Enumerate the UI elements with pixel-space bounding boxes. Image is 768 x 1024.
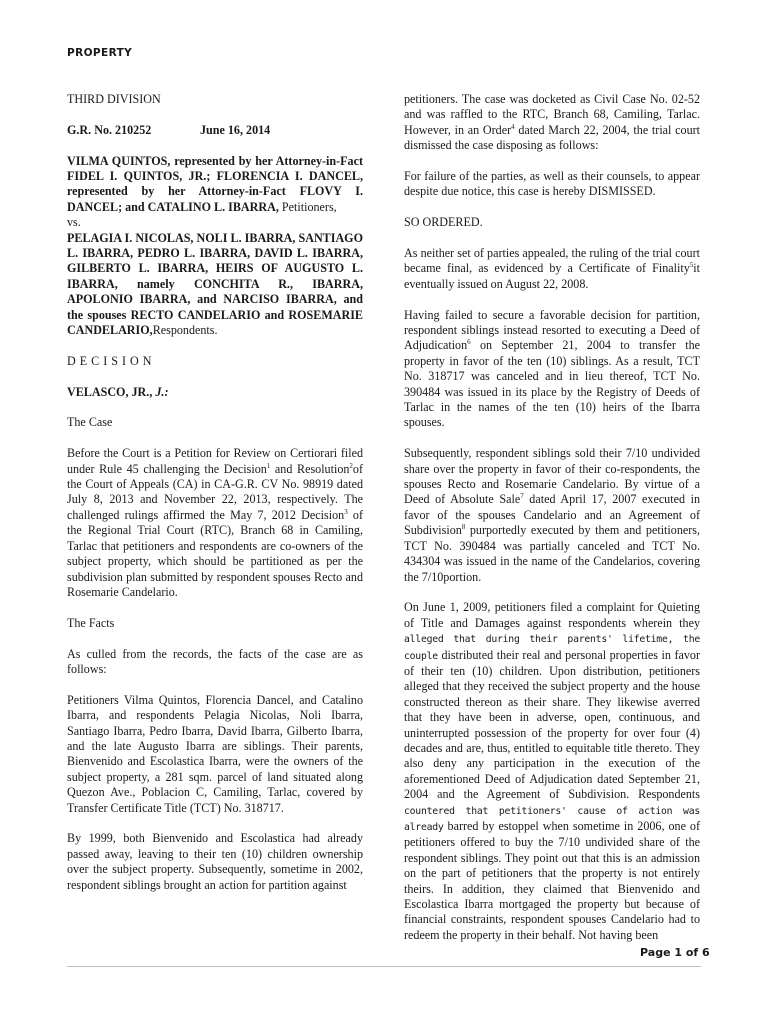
text-run: barred by estoppel when sometime in 2006, one of petitioners offered to buy the 7/10 undivided share of the respondent siblings. They point out that this is an admission on the part of petitioners that the property is not entirely theirs. In addition, they claimed that Bienvenido and Escolastica Ibarra mortgaged the property but because of financial constraints, respondent spouses Candelario had to redeem the property in their behalf. Not having been	[404, 819, 700, 942]
footnote-ref-8: 8	[461, 523, 466, 532]
quoted-disposition: For failure of the parties, as well as their counsels, to appear despite due notice, this case is hereby DISMISSED.	[404, 169, 700, 199]
section-heading-case: The Case	[67, 415, 113, 430]
footnote-ref-1: 1	[266, 461, 271, 470]
paragraph-7	[404, 600, 700, 943]
footnote-ref-5: 5	[689, 261, 694, 270]
footnote-ref-4: 4	[511, 122, 515, 131]
footer-rule	[67, 966, 701, 967]
footnote-ref-2: 2	[349, 461, 353, 470]
text-run: Having failed to secure a favorable decision for partition, respondent siblings instead resorted to executing a Deed of Adjudication	[404, 307, 700, 353]
case-parties	[67, 154, 363, 339]
text-run: it eventually issued on August 22, 2008.	[404, 261, 700, 291]
respondents-block	[67, 231, 363, 339]
document-header: PROPERTY	[67, 47, 133, 59]
footnote-ref-3: 3	[344, 507, 348, 516]
text-run: on September 21, 2004 to transfer the property in favor of the ten (10) siblings. As a result, TCT No. 318717 was canceled and in lieu thereof, TCT No. 390484 was issued in its place by the Registry of Deeds of Tarlac in the names of the ten (10) heirs of the Ibarra spouses.	[404, 338, 700, 430]
respondents-label: Respondents.	[152, 323, 218, 338]
decision-heading: DECISION	[67, 353, 156, 368]
text-run-mono: countered that petitioners' cause of action was already	[404, 805, 700, 833]
text-run: petitioners. The case was docketed as Civil Case No. 02-52 and was raffled to the RTC, Branch 68, Camiling, Tarlac. However, in an Order	[404, 92, 700, 137]
so-ordered: SO ORDERED.	[404, 215, 483, 230]
paragraph-4	[404, 246, 700, 292]
text-run: of the Regional Trial Court (RTC), Branch 68 in Camiling, Tarlac that petitioners and respondents are co-owners of the subject property, which should be partitioned as per the subdivision plan submitted by respondent spouses Recto and Rosemarie Candelario.	[67, 507, 363, 599]
text-run: Before the Court is a Petition for Review on Certiorari filed under Rule 45 challenging the Decision	[67, 446, 363, 476]
facts-paragraph-1: As culled from the records, the facts of the case are as follows:	[67, 646, 363, 676]
ponente-title: J.:	[155, 384, 169, 399]
petitioners-names: VILMA QUINTOS, represented by her Attorney-in-Fact FIDEL I. QUINTOS, JR.; FLORENCIA I. DANCEL, represented by her Attorney-in-Fact FLOVY I. DANCEL; and CATALINO L. IBARRA,	[67, 153, 363, 214]
division-heading: THIRD DIVISION	[67, 92, 161, 106]
case-paragraph	[67, 446, 363, 600]
page-number: Page 1 of 6	[640, 946, 710, 959]
text-run: distributed their real and personal properties in favor of their ten (10) children. Upon distribution, petitioners alleged that they received the subject property and the house constructed thereon as their share. They likewise averred that they have been in adverse, open, continuous, and uninterrupted possession of the property for over four (4) decades and are, thus, entitled to equitable title thereto. They also deny any participation in the execution of the aforementioned Deed of Adjudication dated September 21, 2004 and the Agreement of Subdivision. Respondents	[404, 647, 700, 802]
text-run: As neither set of parties appealed, the ruling of the trial court became final, as evidenced by a Certificate of Finality	[404, 246, 700, 276]
footnote-ref-7: 7	[520, 492, 524, 501]
text-run: dated March 22, 2004, the trial court dismissed the case disposing as follows:	[404, 122, 700, 153]
right-column	[404, 92, 700, 959]
section-heading-facts: The Facts	[67, 615, 115, 630]
ponente-name: VELASCO, JR.,	[67, 384, 153, 399]
paragraph-6	[404, 446, 700, 585]
gr-number: G.R. No. 210252	[67, 122, 152, 137]
text-run: dated April 17, 2007 executed in favor of the spouses Candelario and an Agreement of Subdivision	[404, 492, 701, 538]
petitioners-block	[67, 154, 363, 216]
text-run: On June 1, 2009, petitioners filed a complaint for Quieting of Title and Damages against respondents wherein they	[404, 600, 700, 630]
text-run: purportedly executed by them and petitioners, TCT No. 390484 was partially canceled and TCT No. 434304 was issued in the name of the Candelarios, covering the 7/10portion.	[404, 523, 700, 584]
left-column	[67, 92, 363, 908]
text-run-mono: alleged that during their parents' lifetime, the couple	[404, 634, 700, 662]
ponente	[67, 385, 363, 400]
facts-paragraph-3: By 1999, both Bienvenido and Escolastica had already passed away, leaving to their ten (10) children ownership over the subject property. Subsequently, sometime in 2002, respondent siblings brought an action for partition against	[67, 831, 363, 892]
gr-date: June 16, 2014	[200, 122, 271, 137]
text-run: Subsequently, respondent siblings sold their 7/10 undivided share over the property in favor of their co-respondents, the spouses Recto and Rosemarie Candelario. By virtue of a Deed of Absolute Sale	[404, 446, 700, 507]
versus: vs.	[67, 215, 81, 230]
paragraph-1	[404, 92, 700, 154]
facts-paragraph-2: Petitioners Vilma Quintos, Florencia Dancel, and Catalino Ibarra, and respondents Pelagia Nicolas, Noli Ibarra, Santiago Ibarra, Pedro Ibarra, David Ibarra, Gilberto Ibarra, and the late Augusto Ibarra are siblings. Their parents, Bienvenido and Escolastica Ibarra, were the owners of the subject property, a 281 sqm. parcel of land situated along Quezon Ave., Poblacion C, Camiling, Tarlac, covered by Transfer Certificate Title (TCT) No. 318717.	[67, 692, 363, 815]
footnote-ref-6: 6	[467, 338, 471, 347]
text-run: of the Court of Appeals (CA) in CA-G.R. CV No. 98919 dated July 8, 2013 and November 22, 2013, respectively. The challenged rulings affirmed the May 7, 2012 Decision	[67, 461, 363, 522]
respondents-names: PELAGIA I. NICOLAS, NOLI L. IBARRA, SANTIAGO L. IBARRA, PEDRO L. IBARRA, DAVID L. IBARRA, GILBERTO L. IBARRA, HEIRS OF AUGUSTO L. IBARRA, namely CONCHITA R., IBARRA, APOLONIO IBARRA, and NARCISO IBARRA, and the spouses RECTO CANDELARIO and ROSEMARIE CANDELARIO,	[67, 230, 363, 338]
text-run: and Resolution	[270, 461, 350, 476]
petitioners-label: Petitioners,	[278, 199, 337, 214]
paragraph-5	[404, 308, 700, 431]
case-number-line	[67, 123, 363, 138]
